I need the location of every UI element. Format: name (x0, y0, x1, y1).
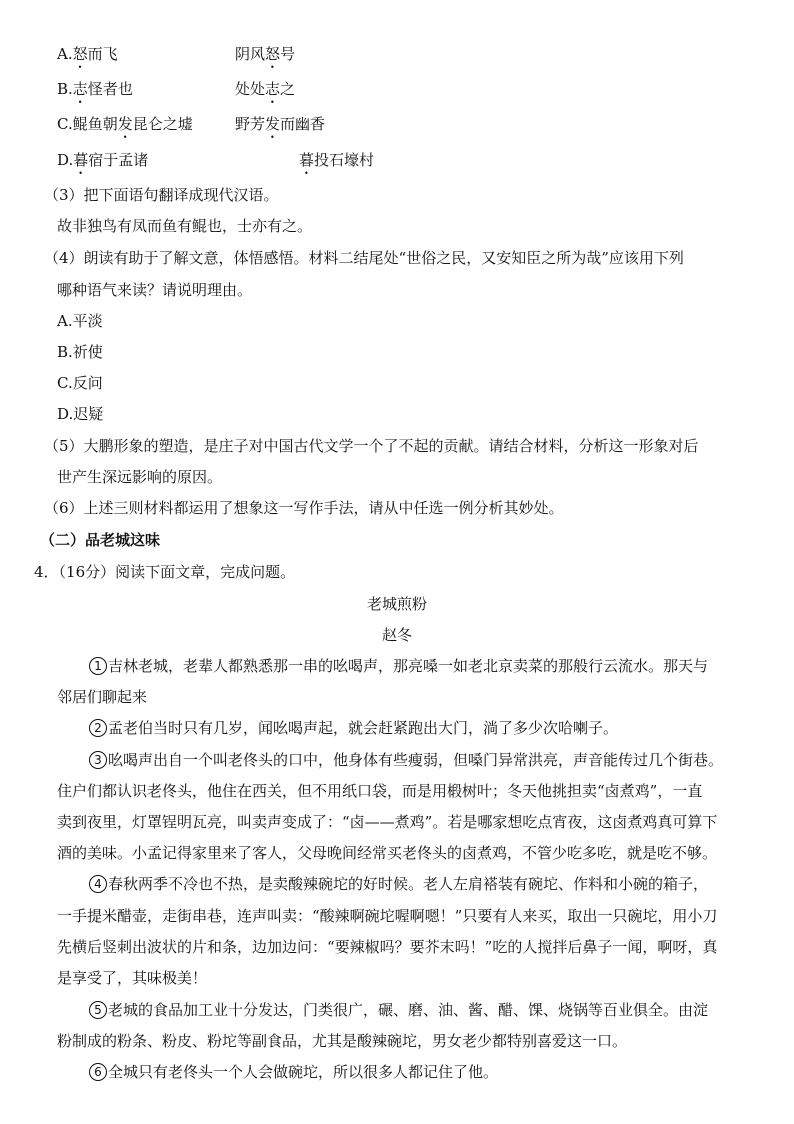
question-score: （16分） (58, 563, 116, 581)
dotted-char: 志 (72, 80, 88, 98)
q3-prompt: （3）把下面语句翻译成现代汉语。 (44, 186, 279, 204)
paragraph-number: 6 (89, 1063, 107, 1081)
option-letter: D. (57, 151, 74, 169)
paragraph-number: 1 (89, 657, 107, 675)
dotted-char: 怒 (72, 45, 88, 63)
article-title: 老城煎粉 (366, 595, 427, 613)
dotted-char: 暮 (73, 151, 89, 169)
option-letter: C. (57, 115, 73, 133)
dotted-char: 志 (265, 80, 281, 98)
paragraph-number: 2 (89, 719, 107, 737)
dotted-char: 发 (117, 115, 133, 133)
option-letter: A. (57, 45, 73, 63)
q3-sentence: 故非独鸟有凤而鱼有鲲也，士亦有之。 (57, 217, 313, 235)
dotted-char: 暮 (299, 151, 315, 169)
question-number: 4． (34, 563, 59, 581)
q6-line1: （6）上述三则材料都运用了想象这一写作手法，请从中任选一例分析其妙处。 (44, 499, 564, 517)
q4-choice-c: C.反问 (57, 374, 103, 392)
paragraph-number: 4 (89, 875, 107, 893)
question-instruction: 阅读下面文章，完成问题。 (115, 563, 296, 581)
q5-line2: 世产生深远影响的原因。 (57, 468, 223, 486)
dotted-char: 发 (265, 115, 281, 133)
q4-line1: （4）朗读有助于了解文意，体悟感悟。材料二结尾处“世俗之民，又安知臣之所为哉”应该用下列 (44, 249, 684, 267)
paragraph-number: 5 (89, 1001, 107, 1019)
article-author: 赵冬 (381, 626, 412, 644)
dotted-char: 怒 (265, 45, 281, 63)
q4-choice-b: B.祈使 (57, 343, 103, 361)
q4-choice-a: A.平淡 (57, 312, 103, 330)
question-4-header (34, 562, 295, 582)
paragraph-number: 3 (89, 751, 107, 769)
q5-line1: （5）大鹏形象的塑造，是庄子对中国古代文学一个了不起的贡献。请结合材料，分析这一形象对后 (44, 437, 699, 455)
q4-line2: 哪种语气来读？请说明理由。 (57, 281, 253, 299)
section-heading: （二）品老城这味 (40, 531, 161, 549)
option-letter: B. (57, 80, 73, 98)
q4-choice-d: D.迟疑 (57, 405, 104, 423)
